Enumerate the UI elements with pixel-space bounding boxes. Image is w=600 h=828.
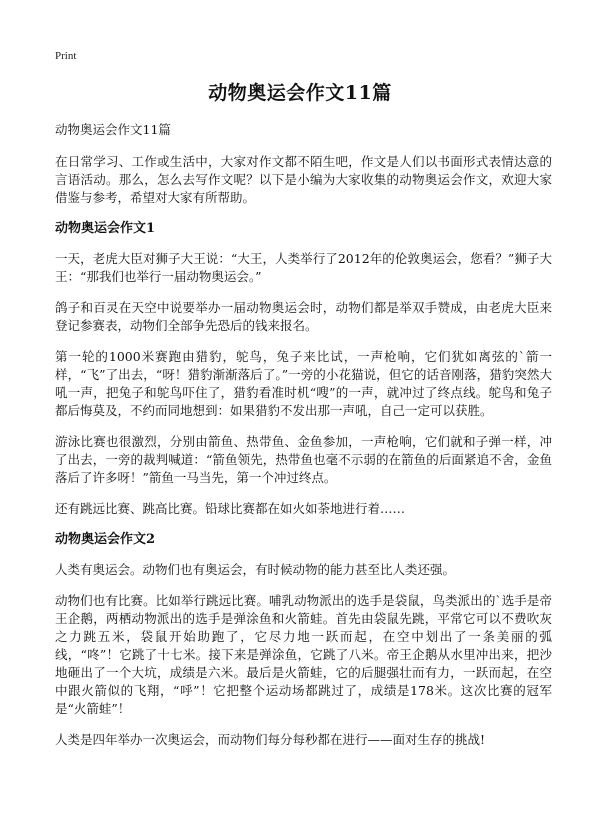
section-paragraph: 人类有奥运会。动物们也有奥运会，有时候动物的能力甚至比人类还强。	[55, 562, 456, 577]
section-paragraph: 还有跳远比赛、跳高比赛。铅球比赛都在如火如荼地进行着……	[55, 501, 406, 516]
section-paragraph: 一天，老虎大臣对狮子大王说：“大王，人类举行了2012年的伦敦奥运会，您看？”狮子大王：“那我们也举行一届动物奥运会。”	[55, 251, 552, 284]
document-title: 动物奥运会作文11篇	[208, 82, 392, 104]
print-link[interactable]: Print	[55, 50, 77, 62]
section-paragraph: 动物们也有比赛。比如举行跳远比赛。哺乳动物派出的选手是袋鼠，鸟类派出的`选手是帝王企鹅，两栖动物派出的选手是弹涂鱼和火箭蛙。首先由袋鼠先跳，平常它可以不费吹灰之力跳五米，袋鼠开始助跑了，它尽力地一跃而起，在空中划出了一条美丽的弧线，“咚”！它跳了十七米。接下来是弹涂鱼，它跳了八米。帝王企鹅从水里冲出来，把沙地砸出了一个大坑，成绩是六米。最后是火箭蛙，它的后腿强壮而有力，一跃而起，在空中跟火箭似的飞翔，“呼”！它把整个运动场都跳过了，成绩是178米。这次比赛的冠军是“火箭蛙”！	[55, 593, 552, 716]
section-heading: 动物奥运会作文1	[55, 221, 156, 236]
section-paragraph: 游泳比赛也很激烈，分别由箭鱼、热带鱼、金鱼参加，一声枪响，它们就和子弹一样，冲了出去，一旁的裁判喊道：“箭鱼领先，热带鱼也毫不示弱的在箭鱼的后面紧追不舍，金鱼落后了许多呀！”箭鱼一马当先，第一个冲过终点。	[55, 434, 552, 485]
section-paragraph: 鸽子和百灵在天空中说要举办一届动物奥运会时，动物们都是举双手赞成，由老虎大臣来登记参赛表，动物们全部争先恐后的钱来报名。	[55, 300, 552, 333]
section-heading: 动物奥运会作文2	[55, 532, 156, 547]
section-paragraph: 人类是四年举办一次奥运会，而动物们每分每秒都在进行——面对生存的挑战!	[55, 732, 486, 747]
section-paragraph: 第一轮的1000米赛跑由猎豹，鸵鸟，兔子来比试，一声枪响，它们犹如离弦的`箭一样，“飞”了出去，“呀！猎豹渐渐落后了。”一旁的小花猫说，但它的话音刚落，猎豹突然大吼一声，把兔子和鸵鸟吓住了，猎豹看准时机“嗖”的一声，就冲过了终点线。鸵鸟和兔子都后悔莫及，不约而同地想到：如果猎豹不发出那一声吼，自己一定可以获胜。	[55, 349, 552, 418]
article-subtitle: 动物奥运会作文11篇	[55, 122, 171, 137]
intro-paragraph: 在日常学习、工作或生活中，大家对作文都不陌生吧，作文是人们以书面形式表情达意的言语活动。那么，怎么去写作文呢？以下是小编为大家收集的动物奥运会作文，欢迎大家借鉴与参考，希望对大家有所帮助。	[55, 154, 552, 205]
article-body	[55, 121, 552, 762]
